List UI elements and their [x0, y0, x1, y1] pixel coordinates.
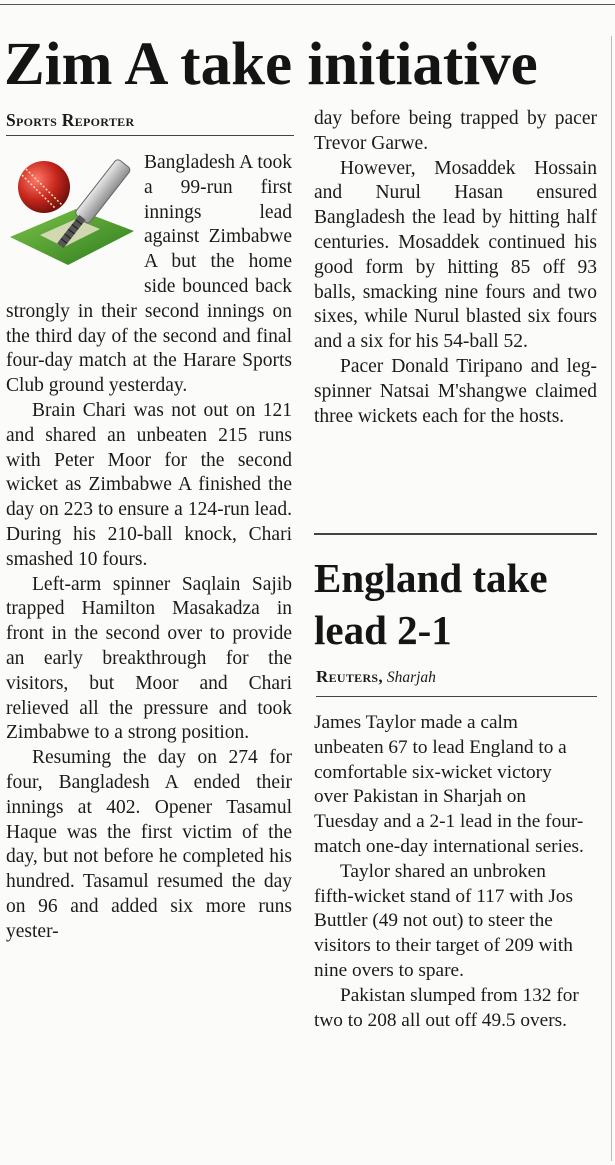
right-column-rule [611, 36, 612, 1161]
top-rule [0, 4, 615, 5]
byline-agency: Reuters, [316, 667, 383, 686]
article-paragraph: Pacer Donald Tiripano and leg-spinner Natsai M'shangwe claimed three wickets each for the hosts. [314, 355, 597, 427]
article-paragraph: Brain Chari was not out on 121 and shared an unbeaten 215 runs with Peter Moor for the second wicket as Zimbabwe A finished the day on 223 to ensure a 124-run lead. During his 210-ball knock, Chari smashed 10 fours. [6, 399, 292, 570]
article-byline: Sports Reporter [6, 108, 294, 136]
article-paragraph: day before being trapped by pacer Trevor Garwe. [314, 108, 597, 154]
article-headline: Zim A take initiative [4, 31, 538, 98]
article-paragraph: However, Mosaddek Hossain and Nurul Hasan ensured Bangladesh the lead by hitting half centuries. Mosaddek continued his good form by hitting 85 off 93 balls, smacking nine fours and two sixes, while Nurul blasted six fours and a six for his 54-ball 52. [314, 157, 597, 353]
article-paragraph: Pakistan slumped from 132 for two to 208 all out off 49.5 overs. [314, 984, 579, 1031]
article-paragraph: Bangladesh A took a 99-run first innings lead against Zimbabwe A but the home side bounced back strongly in their second innings on the third day of the second and final four-day match at the Harare Sports Club ground yesterday. [6, 152, 292, 397]
second-article-byline [316, 666, 597, 697]
article-column-right [314, 107, 597, 429]
article-column-left [6, 151, 292, 945]
article-paragraph: Taylor shared an unbroken fifth-wicket stand of 117 with Jos Buttler (49 not out) to steer the visitors to their target of 209 with nine overs to spare. [314, 860, 574, 981]
article-paragraph: Resuming the day on 274 for four, Bangladesh A ended their innings at 402. Opener Tasamul Haque was the first victim of the day, but not before he completed his hundred. Tasamul resumed the day on 96 and added six more runs yester- [6, 747, 292, 942]
article-paragraph: Left-arm spinner Saqlain Sajib trapped Hamilton Masakadza in front in the second over to provide an early breakthrough for the visitors, but Moor and Chari relieved all the pressure and took Zimbabwe to a strong position. [6, 573, 292, 744]
second-article-body [314, 711, 584, 1033]
cricket-icon [6, 151, 138, 275]
article-divider [314, 533, 597, 535]
article-paragraph: James Taylor made a calm unbeaten 67 to lead England to a comfortable six-wicket victory over Pakistan in Sharjah on Tuesday and a 2-1 lead in the four-match one-day international series. [314, 712, 584, 857]
second-article-headline: England take lead 2-1 [314, 555, 548, 653]
byline-location: Sharjah [386, 669, 436, 686]
